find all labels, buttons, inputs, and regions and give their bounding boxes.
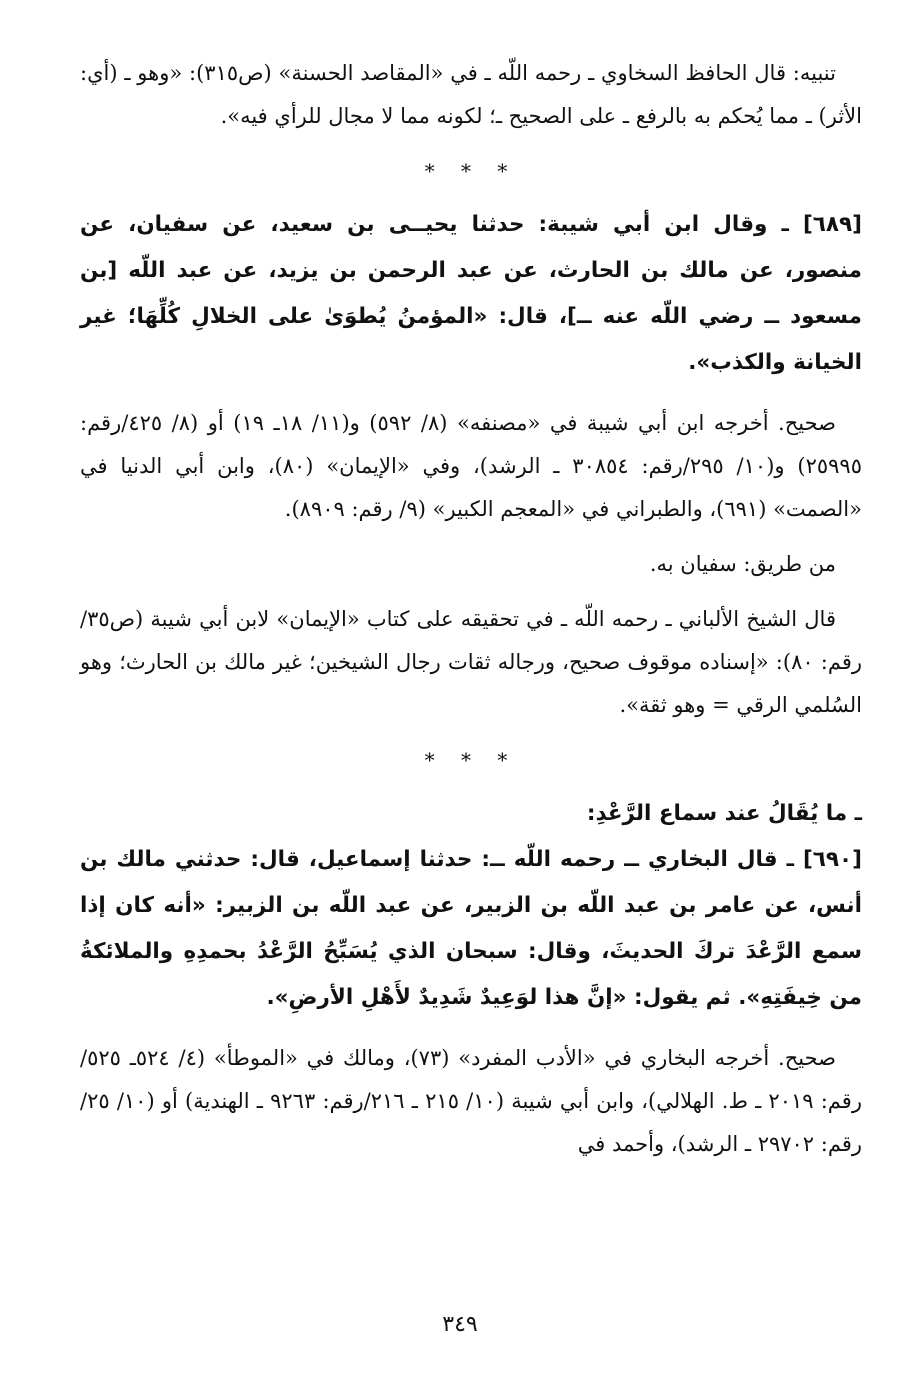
section-heading: ـ ما يُقَالُ عند سماع الرَّعْدِ: — [586, 801, 862, 826]
takhrij-689-paragraph: صحيح. أخرجه ابن أبي شيبة في «مصنفه» (٨/ ٥٩٢) و(١١/ ١٨ـ ١٩) أو (٨/ ٤٢٥/رقم: ٢٥٩٩٥) و(١٠/ ٢٩٥/رقم: ٣٠٨٥٤ ـ الرشد)، وفي «الإيمان» (٨٠)، وابن أبي الدنيا في «الصمت» (٦٩١)، والطبراني في «المعجم الكبير» (٩/ رقم: ٨٩٠٩). — [80, 411, 862, 521]
section-separator-2: * * * — [424, 748, 518, 772]
tanbih-paragraph: تنبيه: قال الحافظ السخاوي ـ رحمه اللّه ـ في «المقاصد الحسنة» (ص٣١٥): «وهو ـ (أي: الأثر) ـ مما يُحكم به بالرفع ـ على الصحيح ـ؛ لكونه مما لا مجال للرأي فيه». — [80, 61, 862, 128]
albani-paragraph: قال الشيخ الألباني ـ رحمه اللّه ـ في تحقيقه على كتاب «الإيمان» لابن أبي شيبة (ص٣٥/رقم: ٨٠): «إسناده موقوف صحيح، ورجاله ثقات رجال الشيخين؛ غير مالك بن الحارث؛ وهو السُلمي الرقي = وهو ثقة». — [80, 607, 862, 717]
hadith-689-text: [٦٨٩] ـ وقال ابن أبي شيبة: حدثنا يحيــى بن سعيد، عن سفيان، عن منصور، عن مالك بن الحارث، عن عبد الرحمن بن يزيد، عن عبد اللّه [بن مسعود ــ رضي اللّه عنه ــ]، قال: «المؤمنُ يُطوَىٰ على الخلالِ كُلِّهَا؛ غير الخيانة والكذب». — [80, 212, 862, 375]
page-body — [80, 52, 862, 1166]
hadith-690-text: [٦٩٠] ـ قال البخاري ــ رحمه اللّه ــ: حدثنا إسماعيل، قال: حدثني مالك بن أنس، عن عامر بن عبد اللّه بن الزبير، عن عبد اللّه بن الزبير: «أنه كان إذا سمع الرَّعْدَ تركَ الحديثَ، وقال: سبحان الذي يُسَبِّحُ الرَّعْدُ بحمدِهِ والملائكةُ من خِيفَتِهِ». ثم يقول: «إنَّ هذا لوَعِيدٌ شَدِيدٌ لأَهْلِ الأرضِ». — [80, 847, 862, 1010]
takhrij-690-paragraph: صحيح. أخرجه البخاري في «الأدب المفرد» (٧٣)، ومالك في «الموطأ» (٤/ ٥٢٤ـ ٥٢٥/رقم: ٢٠١٩ ـ ط. الهلالي)، وابن أبي شيبة (١٠/ ٢١٥ ـ ٢١٦/رقم: ٩٢٦٣ ـ الهندية) أو (١٠/ ٢٥/رقم: ٢٩٧٠٢ ـ الرشد)، وأحمد في — [80, 1046, 862, 1156]
tariq-paragraph: من طريق: سفيان به. — [649, 552, 836, 576]
page-number: ٣٤٩ — [442, 1312, 478, 1337]
section-separator: * * * — [424, 159, 518, 183]
